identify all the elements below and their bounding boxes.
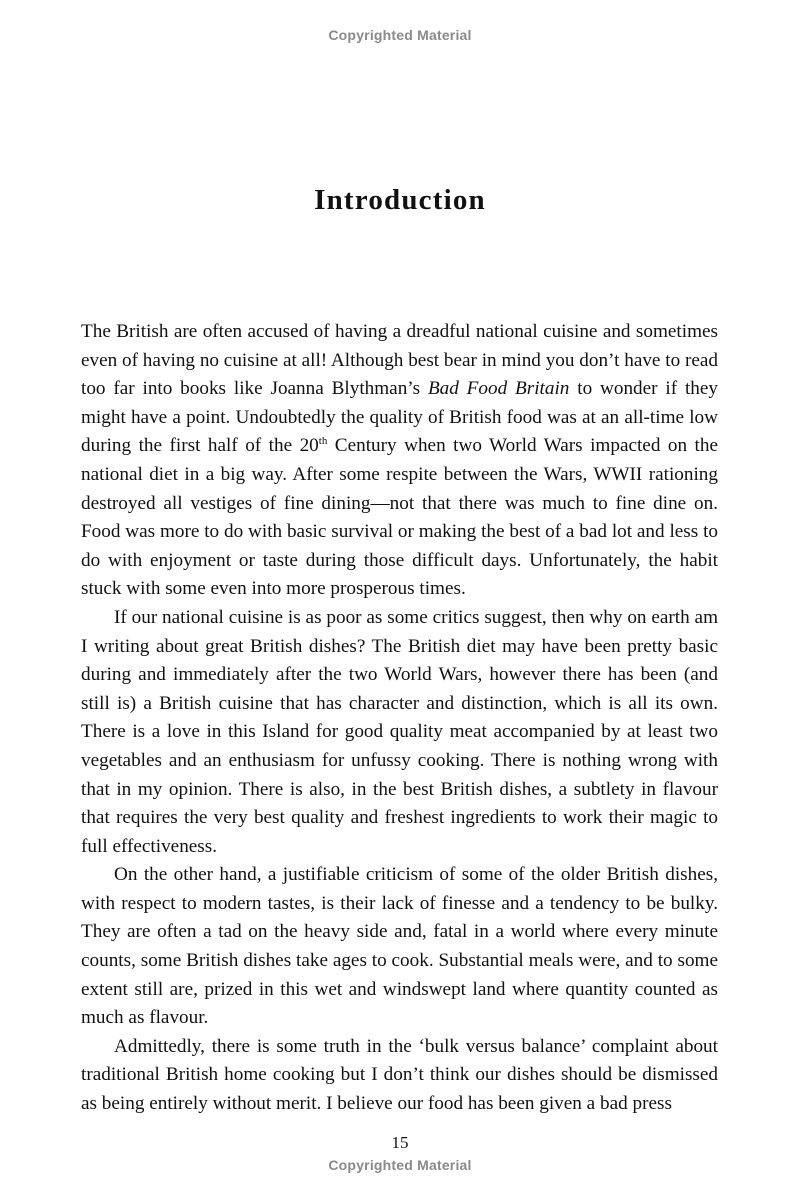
paragraph-4 xyxy=(81,1033,718,1119)
paragraph-text: Century when two World Wars impacted on the national diet in a big way. After some respite between the Wars, WWII rationing destroyed all vestiges of fine dining—not that there was much to fine dine on. Food was more to do with basic survival or making the best of a bad lot and less to do with enjoyment or taste during those difficult days. Unfortunately, the habit stuck with some even into more prosperous times. xyxy=(81,435,718,600)
page-number: 15 xyxy=(391,1133,409,1152)
copyright-watermark-bottom: Copyrighted Material xyxy=(328,1157,472,1173)
paragraph-2 xyxy=(81,604,718,861)
ordinal-superscript: th xyxy=(318,435,328,448)
paragraph-1 xyxy=(81,318,718,604)
paragraph-text: Admittedly, there is some truth in the ‘bulk versus balance’ complaint about traditional British home cooking but I don’t think our dishes should be dismissed as being entirely without merit. I believe our food has been given a bad press xyxy=(81,1035,718,1115)
paragraph-text: to wonder if they might have a point. Undoubtedly the quality of British food was at an all-time low during the first half of the 20 xyxy=(81,378,718,457)
copyright-watermark-top: Copyrighted Material xyxy=(328,27,472,43)
paragraph-text: The British are often accused of having a dreadful national cuisine and sometimes even of having no cuisine at all! Although best bear in mind you don’t have to read too far into books like Joanna Blythman’s xyxy=(81,321,718,400)
book-title-italic: Bad Food Britain xyxy=(427,378,570,400)
chapter-title: Introduction xyxy=(314,184,486,216)
paragraph-text: On the other hand, a justifiable criticism of some of the older British dishes, with respect to modern tastes, is their lack of finesse and a tendency to be bulky. They are often a tad on the heavy side and, fatal in a world where every minute counts, some British dishes take ages to cook. Substantial meals were, and to some extent still are, prized in this wet and windswept land where quantity counted as much as flavour. xyxy=(81,864,718,1029)
body-text xyxy=(81,318,718,1119)
paragraph-text: If our national cuisine is as poor as some critics suggest, then why on earth am I writing about great British dishes? The British diet may have been pretty basic during and immediately after the two World Wars, however there has been (and still is) a British cuisine that has character and distinction, which is all its own. There is a love in this Island for good quality meat accompanied by at least two vegetables and an enthusiasm for unfussy cooking. There is nothing wrong with that in my opinion. There is also, in the best British dishes, a subtlety in flavour that requires the very best quality and freshest ingredients to work their magic to full effectiveness. xyxy=(81,606,718,857)
paragraph-3 xyxy=(81,861,718,1033)
